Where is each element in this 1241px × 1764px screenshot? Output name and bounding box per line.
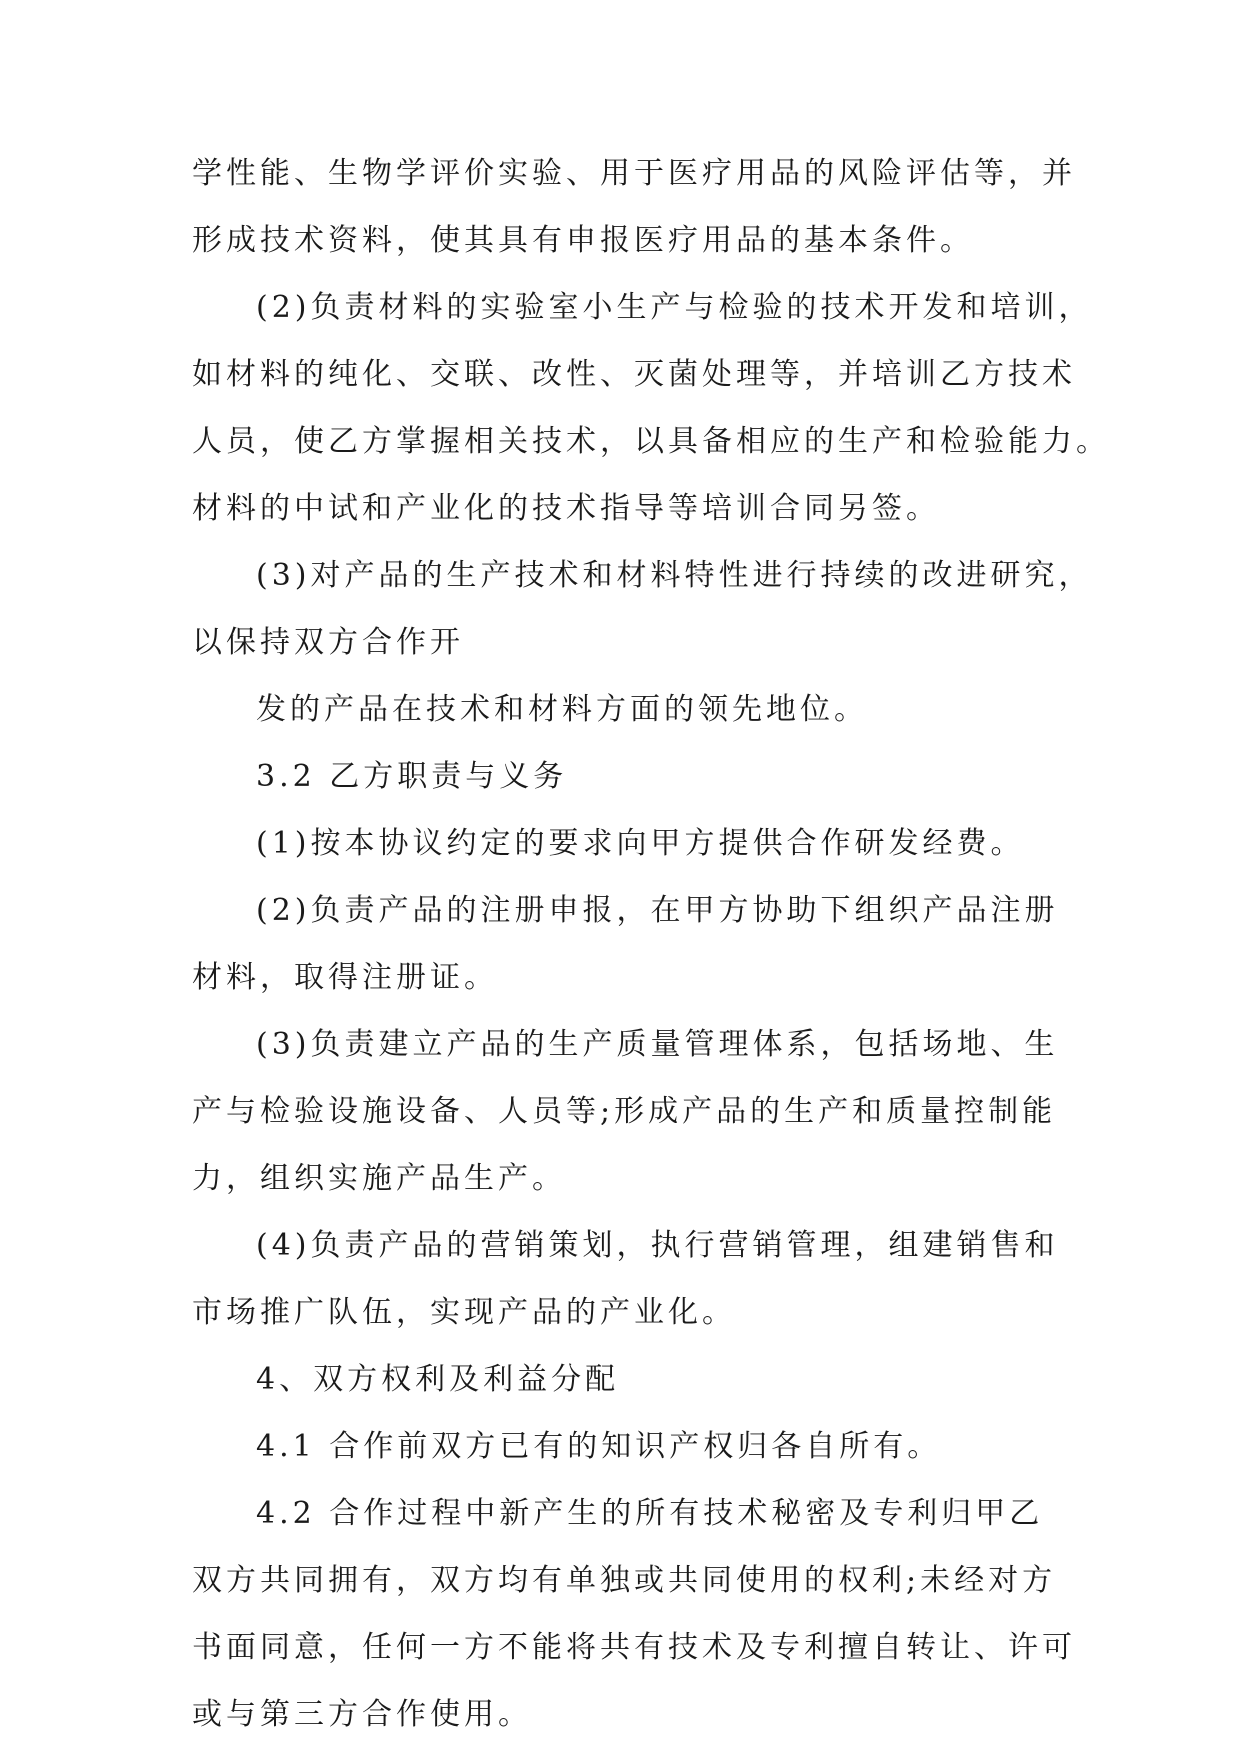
text-line: 产与检验设施设备、人员等;形成产品的生产和质量控制能 [192,1094,1057,1129]
text-line: 如材料的纯化、交联、改性、灭菌处理等，并培训乙方技术 [192,357,1076,392]
section-heading: 3.2 乙方职责与义务 [256,759,568,794]
text-line: 材料的中试和产业化的技术指导等培训合同另签。 [192,491,940,526]
text-line: 形成技术资料，使其具有申报医疗用品的基本条件。 [192,223,974,258]
text-line: (1)按本协议约定的要求向甲方提供合作研发经费。 [256,826,1025,861]
text-line: (3)对产品的生产技术和材料特性进行持续的改进研究， [256,558,1093,593]
text-line: 书面同意，任何一方不能将共有技术及专利擅自转让、许可 [192,1630,1076,1665]
text-line: 力，组织实施产品生产。 [192,1161,566,1196]
text-line: 4.1 合作前双方已有的知识产权归各自所有。 [256,1429,942,1464]
text-line: (4)负责产品的营销策划，执行营销管理，组建销售和 [256,1228,1059,1263]
text-line: 或与第三方合作使用。 [192,1697,532,1732]
text-line: 材料，取得注册证。 [192,960,498,995]
text-line: (2)负责材料的实验室小生产与检验的技术开发和培训， [256,290,1093,325]
text-line: (2)负责产品的注册申报，在甲方协助下组织产品注册 [256,893,1059,928]
text-line: 双方共同拥有，双方均有单独或共同使用的权利;未经对方 [192,1563,1057,1598]
text-line: 以保持双方合作开 [192,625,464,660]
text-line: 发的产品在技术和材料方面的领先地位。 [256,692,868,727]
document-body [192,156,1110,1764]
text-line: 4.2 合作过程中新产生的所有技术秘密及专利归甲乙 [256,1496,1044,1531]
text-line: 市场推广队伍，实现产品的产业化。 [192,1295,736,1330]
text-line: 人员，使乙方掌握相关技术，以具备相应的生产和检验能力。 [192,424,1110,459]
text-line: 学性能、生物学评价实验、用于医疗用品的风险评估等，并 [192,156,1076,191]
section-heading: 4、双方权利及利益分配 [256,1362,620,1397]
text-line: (3)负责建立产品的生产质量管理体系，包括场地、生 [256,1027,1059,1062]
